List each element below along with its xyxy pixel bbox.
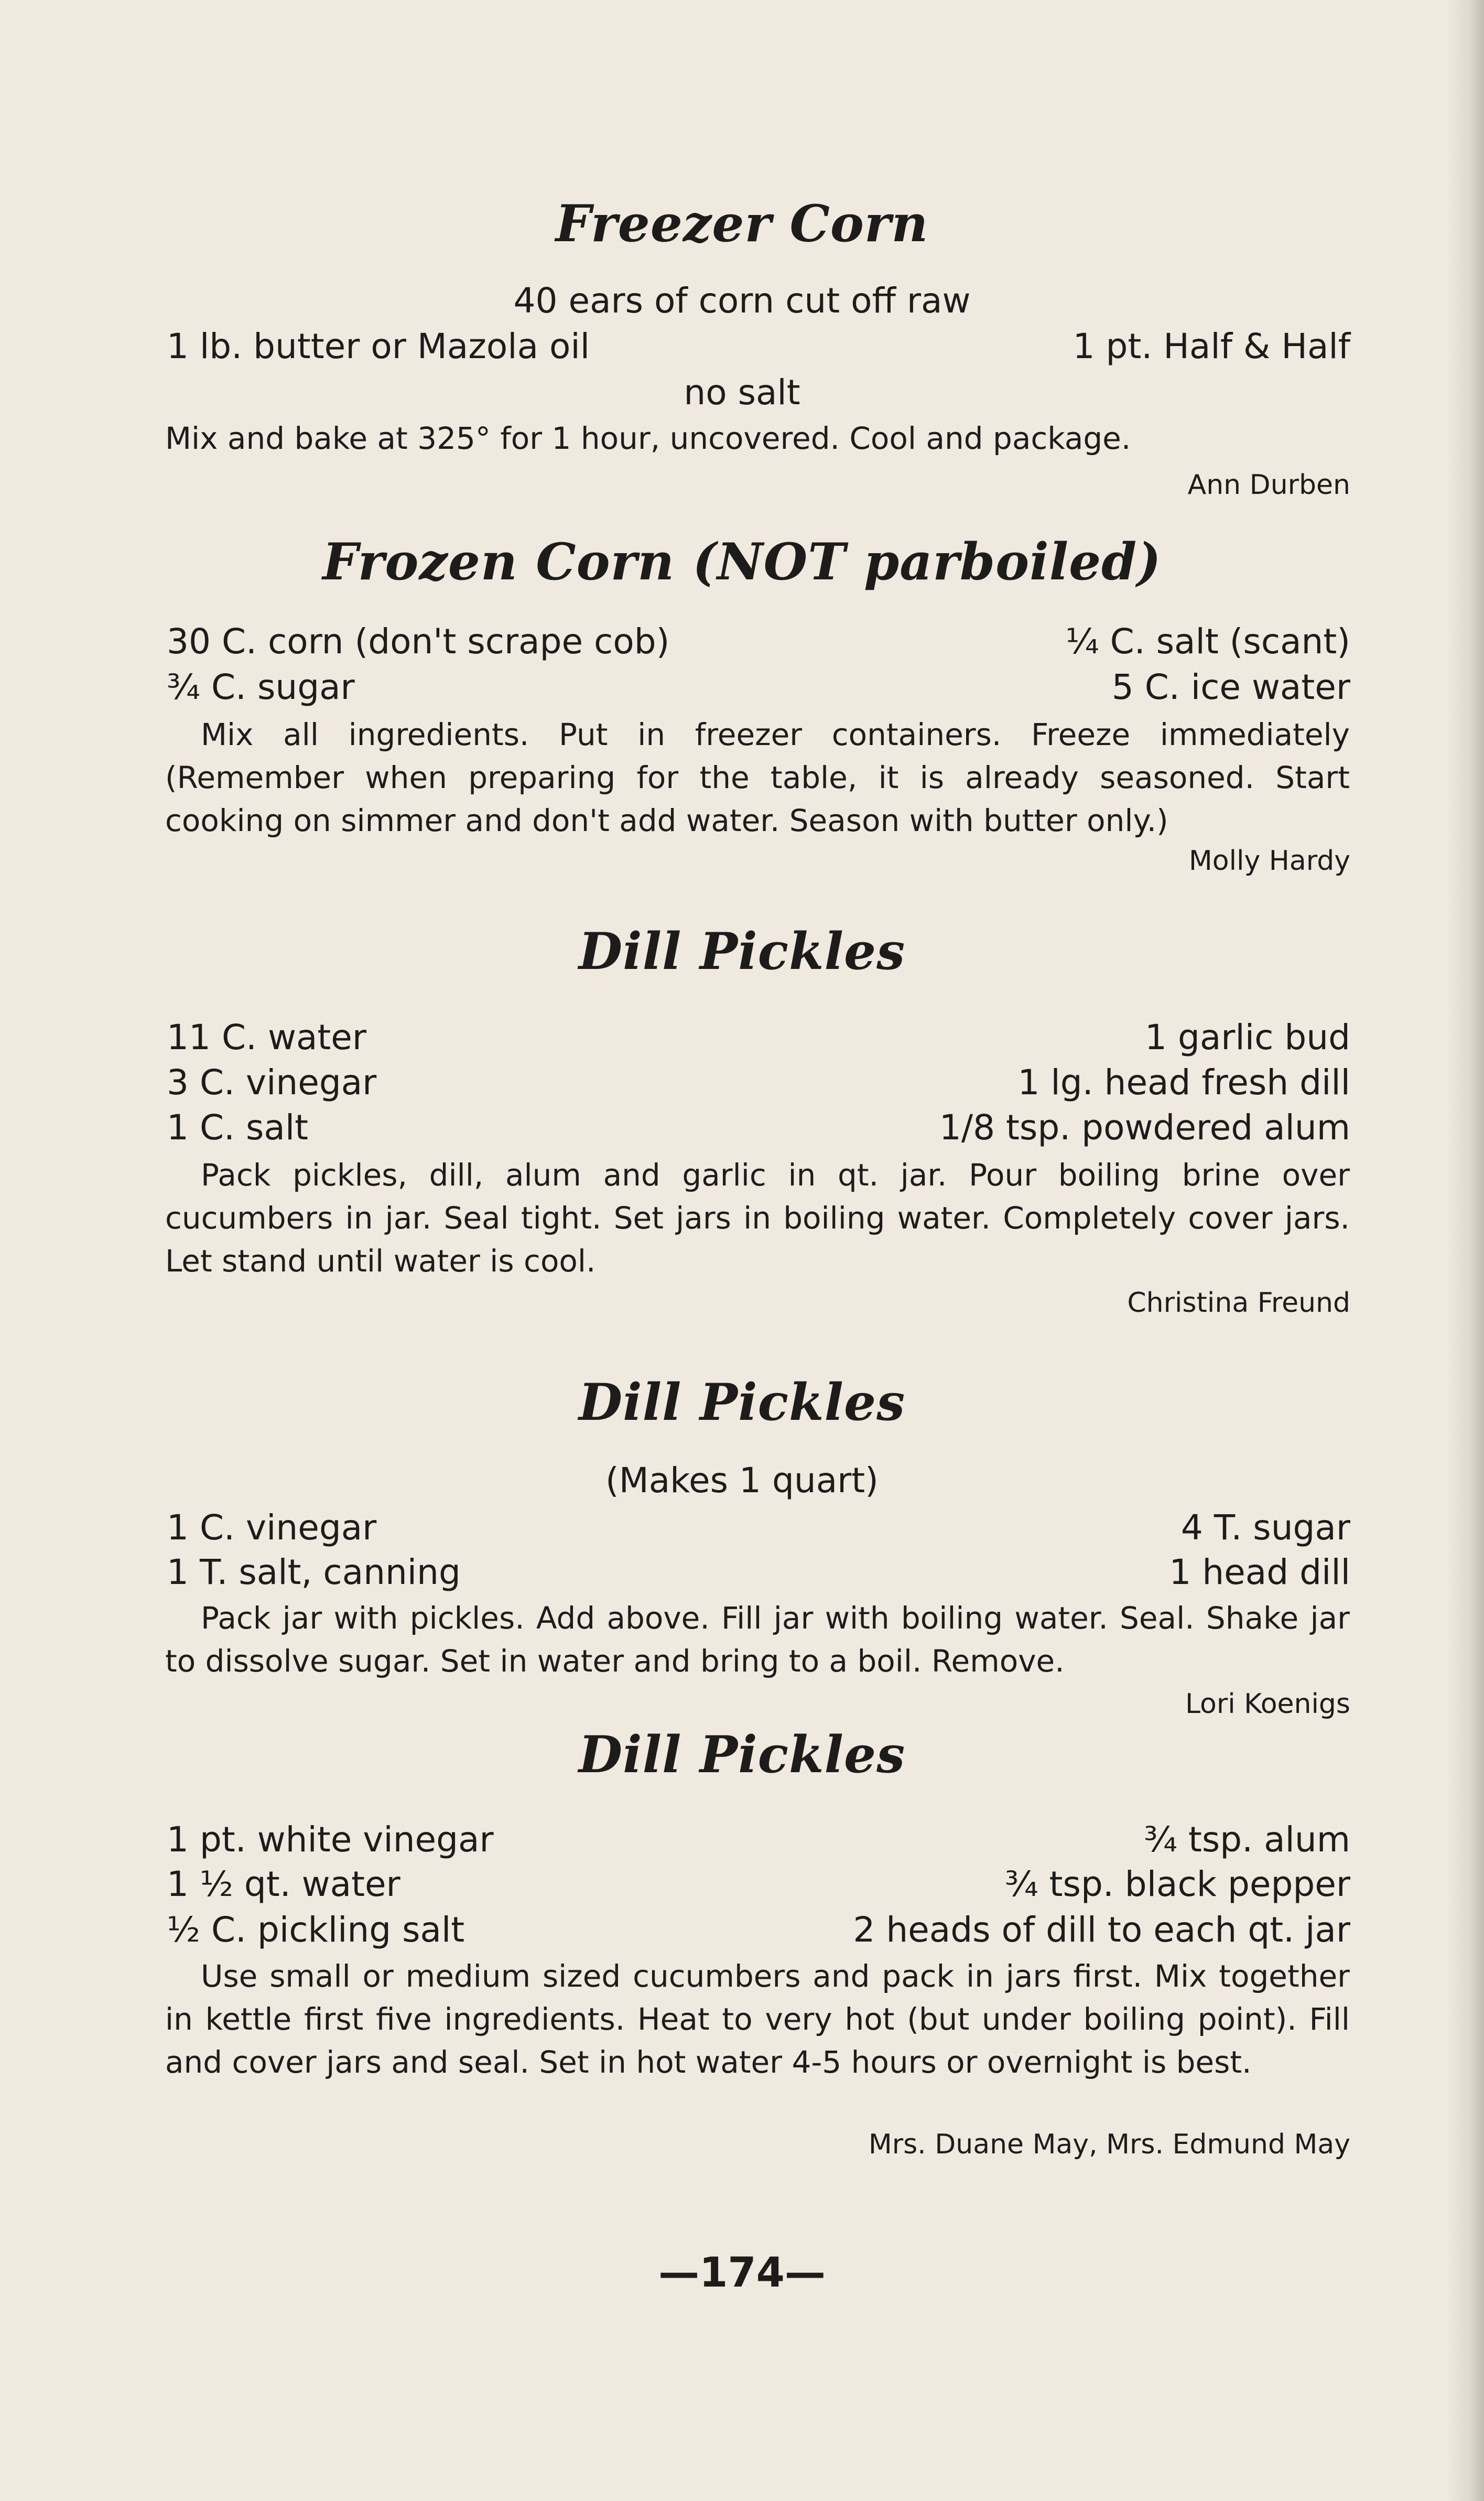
recipe-directions: Use small or medium sized cucumbers and pack in jars first. Mix together in kettle first five ingredients. Heat to very hot (but under boiling point). Fill and cover jars and seal. Set in hot water 4-5 hours or overnight is best. (165, 1958, 1350, 2080)
ingredient-line: ¾ tsp. alum (1144, 1819, 1350, 1860)
recipe-title: Freezer Corn (555, 194, 929, 253)
ingredient-line: ¾ tsp. black pepper (1004, 1864, 1350, 1904)
ingredient-line: 11 C. water (167, 1017, 367, 1058)
ingredient-line: 1 head dill (1169, 1552, 1350, 1592)
ingredient-line: ¼ C. salt (scant) (1065, 621, 1350, 662)
ingredient-line: 2 heads of dill to each qt. jar (853, 1910, 1350, 1950)
ingredient-line: 4 T. sugar (1180, 1507, 1350, 1548)
ingredient-line: 1 lg. head fresh dill (1017, 1062, 1350, 1103)
recipe-author: Mrs. Duane May, Mrs. Edmund May (868, 2129, 1350, 2160)
ingredient-line: no salt (684, 372, 800, 413)
ingredient-line: ¾ C. sugar (167, 667, 355, 707)
recipe-directions: Pack pickles, dill, alum and garlic in qt. jar. Pour boiling brine over cucumbers in jar. Seal tight. Set jars in boiling water. Completely cover jars. Let stand until water is cool. (165, 1157, 1350, 1279)
ingredient-line: 1/8 tsp. powdered alum (939, 1107, 1350, 1148)
recipe-title: Dill Pickles (578, 922, 906, 981)
recipe-author: Lori Koenigs (1185, 1688, 1350, 1720)
ingredient-line: ½ C. pickling salt (167, 1910, 465, 1950)
recipe-title: Dill Pickles (578, 1725, 906, 1784)
ingredient-line: 1 ½ qt. water (167, 1864, 400, 1904)
ingredient-line: 1 pt. white vinegar (167, 1819, 494, 1860)
ingredient-line: 5 C. ice water (1111, 667, 1350, 707)
ingredient-line: 30 C. corn (don't scrape cob) (167, 621, 670, 662)
recipe-subtitle: (Makes 1 quart) (605, 1460, 879, 1501)
ingredient-line: 1 T. salt, canning (167, 1552, 461, 1592)
recipe-author: Christina Freund (1127, 1287, 1350, 1319)
recipe-title: Frozen Corn (NOT parboiled) (322, 532, 1162, 591)
recipe-directions: Pack jar with pickles. Add above. Fill jar with boiling water. Seal. Shake jar to dissolve sugar. Set in water and bring to a boil. Remove. (165, 1600, 1350, 1679)
page-edge-shadow (1447, 0, 1484, 2501)
recipe-directions: Mix all ingredients. Put in freezer containers. Freeze immediately (Remember when preparing for the table, it is already seasoned. Start cooking on simmer and don't add water. Season with butter only.) (165, 717, 1350, 838)
ingredient-line: 1 garlic bud (1144, 1017, 1350, 1058)
recipe-author: Ann Durben (1187, 469, 1350, 501)
recipe-title: Dill Pickles (578, 1373, 906, 1432)
ingredient-line: 1 C. salt (167, 1107, 309, 1148)
recipe-directions: Mix and bake at 325° for 1 hour, uncovered. Cool and package. (165, 421, 1131, 456)
ingredient-line: 1 lb. butter or Mazola oil (167, 326, 590, 366)
ingredient-line: 1 pt. Half & Half (1073, 326, 1350, 366)
recipe-author: Molly Hardy (1188, 845, 1350, 877)
ingredient-line: 3 C. vinegar (167, 1062, 377, 1103)
page-number: —174— (658, 2249, 826, 2297)
ingredient-line: 1 C. vinegar (167, 1507, 377, 1548)
ingredient-line: 40 ears of corn cut off raw (513, 281, 971, 321)
